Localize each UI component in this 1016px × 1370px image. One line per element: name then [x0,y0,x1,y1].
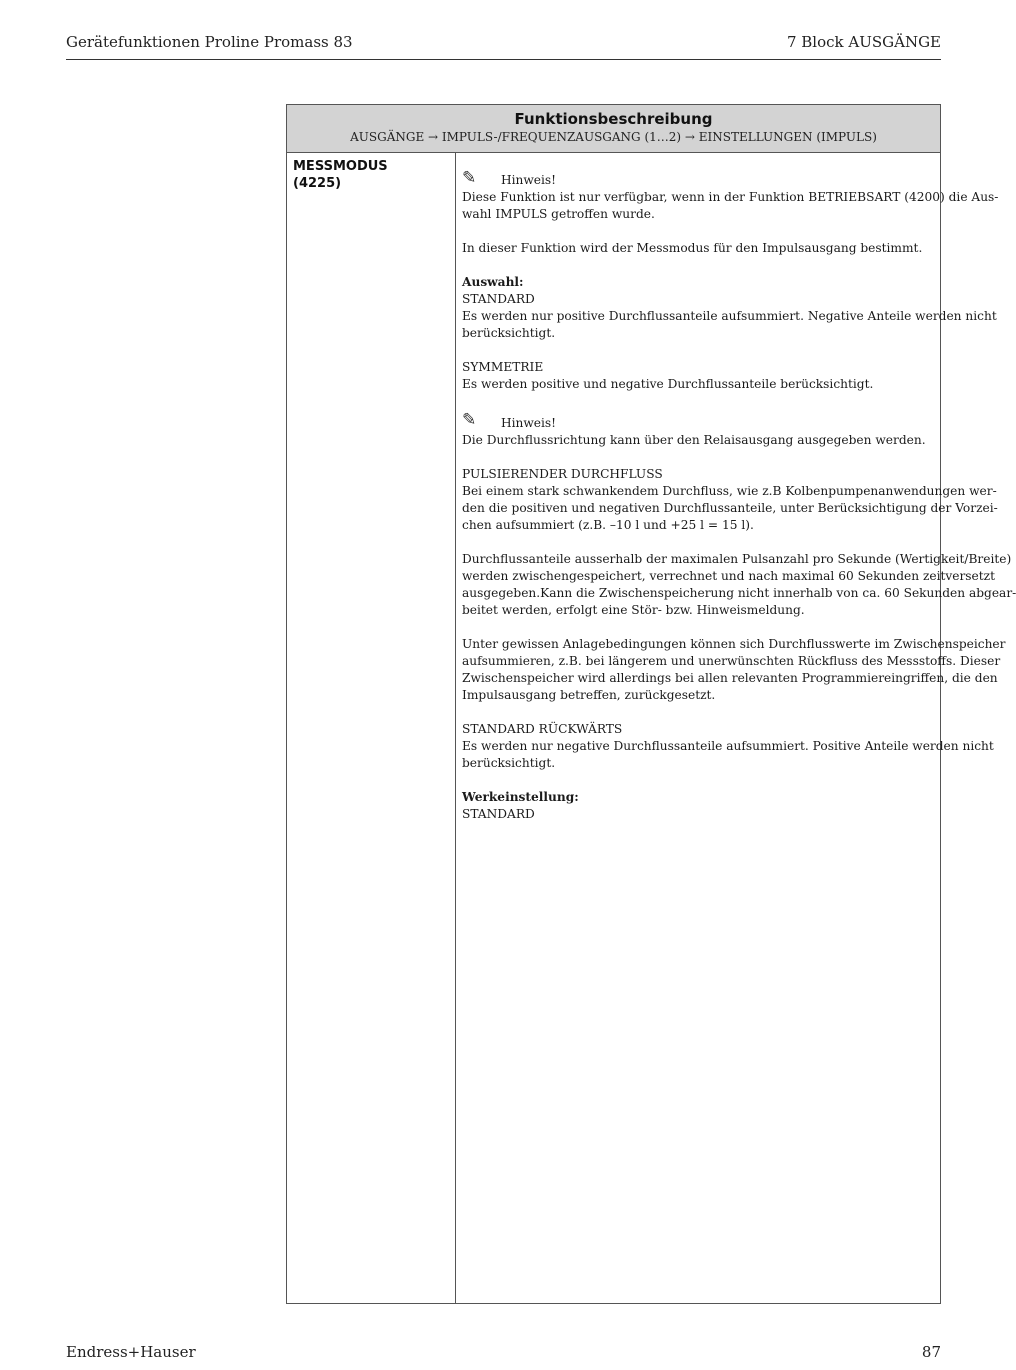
text-line: Zwischenspeicher wird allerdings bei allen relevanten Programmiereingriffen, die den [462,671,998,685]
text-line: beitet werden, erfolgt eine Stör- bzw. Hinweismeldung. [462,603,805,617]
option-name: SYMMETRIE [462,360,544,374]
function-name [293,158,388,192]
text-line: In dieser Funktion wird der Messmodus für den Impulsausgang bestimmt. [462,241,923,255]
table-title: Funktionsbeschreibung [514,110,713,128]
option-name: STANDARD [462,292,535,306]
text-line: Es werden nur negative Durchflussanteile aufsummiert. Positive Anteile werden nicht [462,739,994,753]
text-line: berücksichtigt. [462,326,556,340]
text-line: Impulsausgang betreffen, zurückgesetzt. [462,688,716,702]
text-line: chen aufsummiert (z.B. –10 l und +25 l = 15 l). [462,518,754,532]
note-label: Hinweis! [501,416,557,430]
text-line: berücksichtigt. [462,756,556,770]
text-line: Es werden nur positive Durchflussanteile aufsummiert. Negative Anteile werden nicht [462,309,997,323]
note-label: Hinweis! [501,173,557,187]
function-name-column [287,153,456,1303]
text-line: aufsummieren, z.B. bei längerem und unerwünschten Rückfluss des Messstoffs. Dieser [462,654,1001,668]
running-header-title: Gerätefunktionen Proline Promass 83 [66,33,353,51]
page-number: 87 [921,1343,941,1361]
function-description-table [286,104,1016,1304]
pencil-note-icon: ✎ [462,410,477,430]
header-rule [66,59,941,60]
factory-setting-value: STANDARD [462,807,535,821]
footer-brand: Endress+Hauser [66,1343,196,1361]
text-line: Unter gewissen Anlagebedingungen können sich Durchflusswerte im Zwischenspeicher [462,637,1006,651]
text-line: Es werden positive und negative Durchflussanteile berücksichtigt. [462,377,874,391]
option-name: STANDARD RÜCKWÄRTS [462,722,623,736]
pencil-note-icon: ✎ [462,168,477,188]
menu-path: AUSGÄNGE → IMPULS-/FREQUENZAUSGANG (1…2) → EINSTELLUNGEN (IMPULS) [350,130,877,144]
text-line: werden zwischengespeichert, verrechnet und nach maximal 60 Sekunden zeitversetzt [462,569,995,583]
function-name-text: MESSMODUS [293,159,388,174]
text-line: wahl IMPULS getroffen wurde. [462,207,655,221]
text-line: Diese Funktion ist nur verfügbar, wenn in der Funktion BETRIEBSART (4200) die Aus- [462,190,999,204]
text-line: Die Durchflussrichtung kann über den Relaisausgang ausgegeben werden. [462,433,926,447]
selection-heading: Auswahl: [462,275,524,289]
text-line: Durchflussanteile ausserhalb der maximalen Pulsanzahl pro Sekunde (Wertigkeit/Breite) [462,552,1012,566]
table-header [287,105,940,153]
factory-setting-heading: Werkeinstellung: [462,790,579,804]
running-header-section: 7 Block AUSGÄNGE [786,33,941,51]
function-code: (4225) [293,176,342,191]
text-line: den die positiven und negativen Durchflussanteile, unter Berücksichtigung der Vorzei- [462,501,998,515]
text-line: ausgegeben.Kann die Zwischenspeicherung nicht innerhalb von ca. 60 Sekunden abgear- [462,586,1016,600]
function-description-column [462,153,1016,1303]
text-line: Bei einem stark schwankendem Durchfluss, wie z.B Kolbenpumpenanwendungen wer- [462,484,997,498]
option-name: PULSIERENDER DURCHFLUSS [462,467,663,481]
